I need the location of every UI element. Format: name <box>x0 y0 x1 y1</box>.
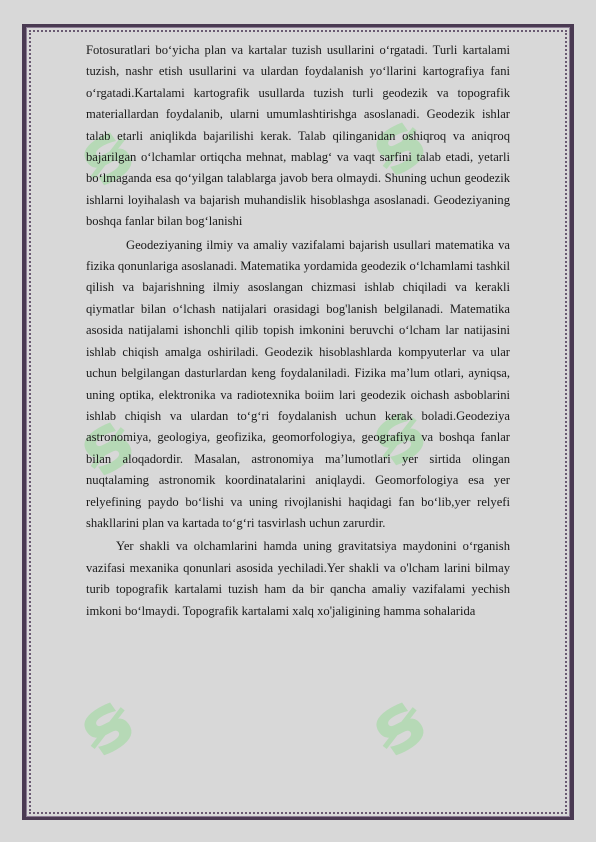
paragraph: Fotosuratlari bo‘yicha plan va kartalar tuzish usullarini o‘rgatadi. Turli kartalami tuzish, nashr etish usullarini va ulardan foydalanish yo‘llarini kartografiya fani o‘rgatadi.Kartalami kartografik usullarda tuzish turli geodezik va topografik materiallardan foydalanib, ularni umumlashtirishga asoslanadi. Geodezik ishlar talab etarli aniqlikda bajarilishi kerak. Talab qilinganidan oshiqroq va aniqroq bajarilgan o‘lchamlar ortiqcha mehnat, mablag‘ va vaqt sarfini talab etadi, yetarli bo‘lmaganda esa qo‘yilgan talablarga javob bera olmaydi. Shuning uchun geodezik ishlarni loyihalash va bajarish muhandislik hisoblashga asoslanadi. Geodeziyaning boshqa fanlar bilan bog‘lanishi <box>86 43 510 229</box>
watermark-logo: ꞩ <box>60 104 151 205</box>
watermark-logo: ꞩ <box>352 94 443 195</box>
watermark-logo: ꞩ <box>60 674 151 775</box>
document-body <box>86 40 510 624</box>
watermark-logo: ꞩ <box>352 674 443 775</box>
watermark-logo: ꞩ <box>60 394 151 495</box>
paragraph: Geodeziyaning ilmiy va amaliy vazifalami bajarish usullari matematika va fizika qonunlariga asoslanadi. Matematika yordamida geodezik o‘lchamlami tashkil qilish va bajarishning ilmiy asoslangan chizmasi ishlab chiqiladi va kerakli qiymatlar bilan o‘lchash natijalari orasidagi bog'lanish belgilanadi. Matematika asosida natijalami ishonchli qilib topish imkonini beruvchi o‘lcham lar natijasini ishlab chiqish amalga oshiriladi. Geodezik hisoblashlarda kompyuterlar va ular uchun belgilangan dasturlardan keng foydalaniladi. Fizika ma’lum otlari, ayniqsa, uning optika, elektronika va radiotexnika boiim lari geodezik oichash asboblarini ishlab chiqish va ulardan to‘g‘ri foydalanish uchun kerak boladi.Geodeziya astronomiya, geologiya, geofizika, geomorfologiya, geografiya va boshqa fanlar bilan aloqadordir. Masalan, astronomiya ma’lumotlari yer sirtida olingan nuqtalaming astronomik koordinatalarini aniqlaydi. Geomorfologiya esa yer relyefining paydo bo‘lishi va uning rivojlanishi haqidagi fan bo‘lib,yer relyefi shakllarini plan va kartada to‘g‘ri tasvirlash uchun zarurdir. <box>86 237 510 530</box>
watermark-logo: ꞩ <box>352 384 443 485</box>
paragraph: Yer shakli va olchamlarini hamda uning gravitatsiya maydonini o‘rganish vazifasi mexanika qonunlari asosida yechiladi.Yer shakli va o'lcham larini bilmay turib topografik kartalami tuzish ham da bir qancha amaliy vazifalami yechish imkoni bo‘lmaydi. Topografik kartalami xalq xo'jaligining hamma sohalarida <box>86 539 510 618</box>
